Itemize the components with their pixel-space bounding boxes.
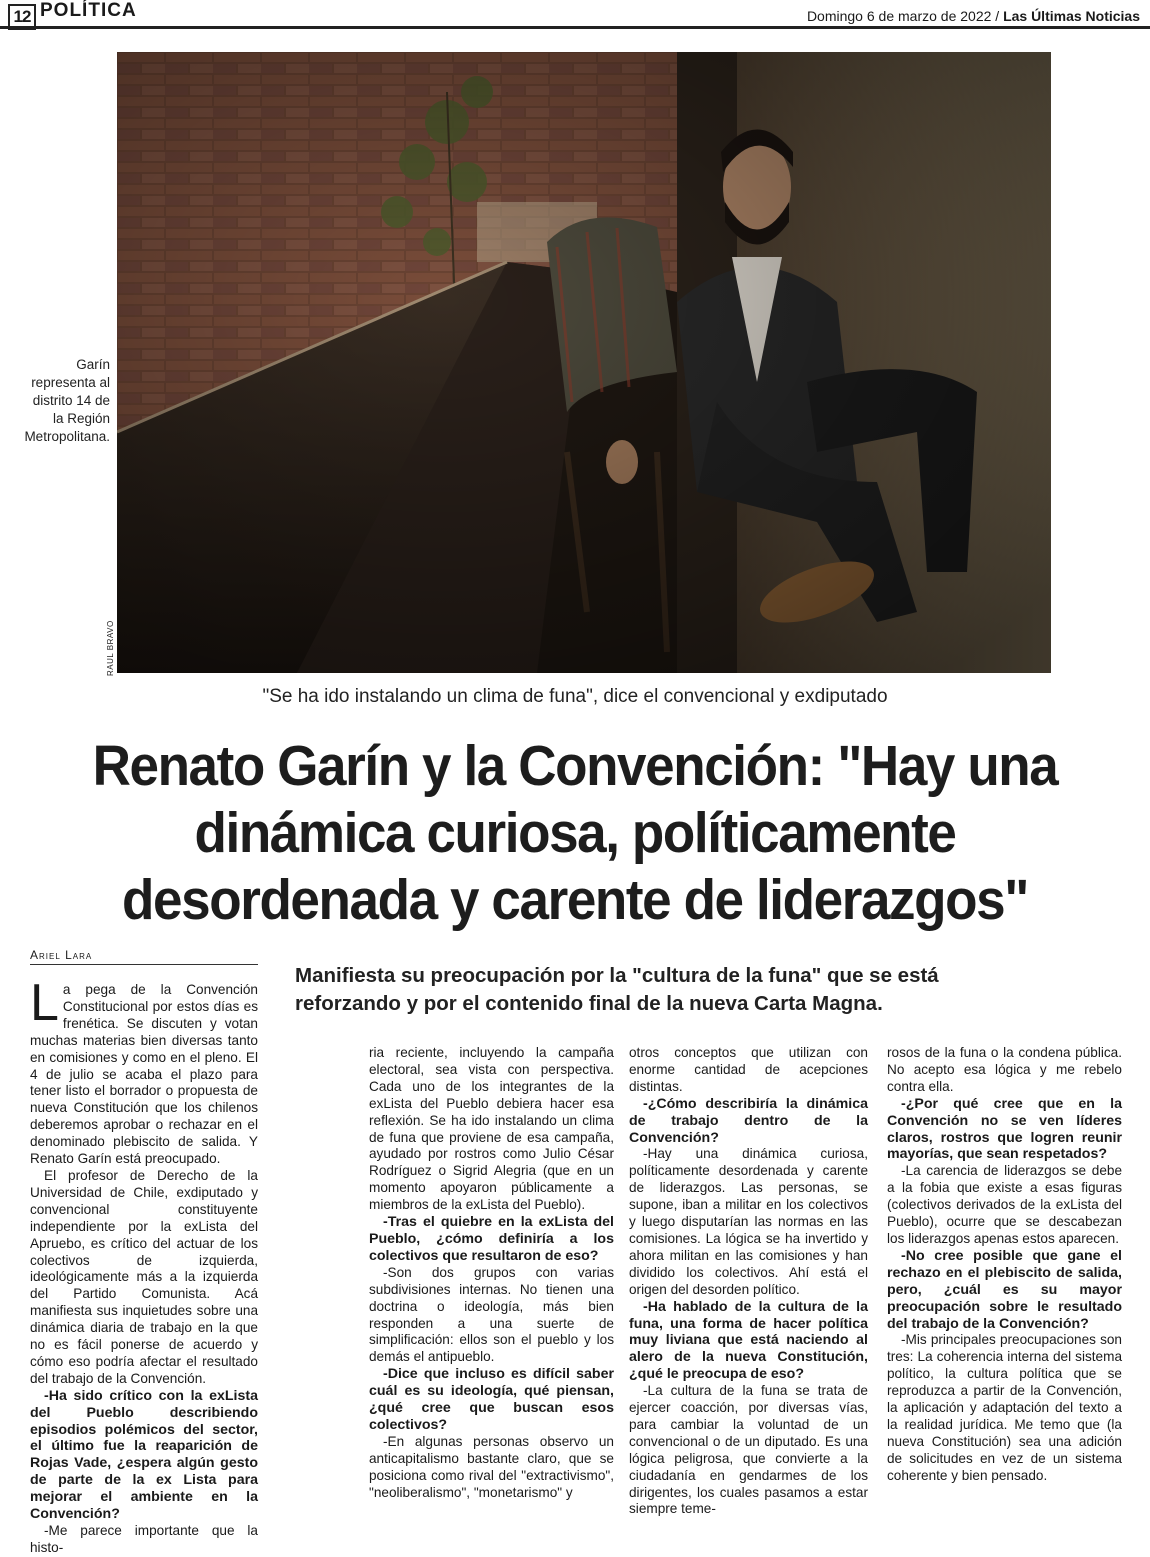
interview-question: -¿Cómo describiría la dinámica de trabajo dentro de la Convención?	[629, 1095, 868, 1146]
article-column-2	[369, 1045, 614, 1501]
interview-question: -No cree posible que gane el rechazo en el plebiscito de salida, pero, ¿cuál es su mayor preocupación sobre le resultado del trabajo de la Convención?	[887, 1247, 1122, 1332]
photo-caption: Garín representa al distrito 14 de la Región Metropolitana.	[24, 357, 110, 444]
article-column-1	[30, 974, 258, 1557]
interview-question: -Ha hablado de la cultura de la funa, una forma de hacer política muy liviana que está naciendo al alero de la nueva Constitución, ¿qué le preocupa de eso?	[629, 1298, 868, 1383]
interview-question: -Dice que incluso es difícil saber cuál es su ideología, qué piensan, ¿qué cree que buscan esos colectivos?	[369, 1366, 614, 1433]
body-paragraph: -Son dos grupos con varias subdivisiones internas. No tienen una doctrina o ideología, más bien responden a una suerte de simplificación: ellos son el pueblo y los demás el antipueblo.	[369, 1264, 614, 1365]
body-paragraph: rosos de la funa o la condena pública. No acepto esa lógica y me rebelo contra ella.	[887, 1045, 1122, 1094]
headline: Renato Garín y la Convención: "Hay una dinámica curiosa, políticamente desordenada y carente de liderazgos"	[92, 734, 1058, 932]
header-rule	[0, 26, 1150, 29]
article-column-3	[629, 1045, 868, 1518]
dateline	[807, 8, 1140, 24]
interview-question: -¿Por qué cree que en la Convención no se ven líderes claros, rostros que logren reunir mayorías, que sean respetados?	[887, 1095, 1122, 1163]
drop-cap: L	[30, 974, 59, 1032]
body-paragraph: -En algunas personas observo un anticapitalismo bastante claro, que se posiciona como rival del "extractivismo", "neoliberalismo", "monetarismo" y	[369, 1433, 614, 1500]
interview-question: -Tras el quiebre en la exLista del Pueblo, ¿cómo definiría a los colectivos que resultaron de eso?	[369, 1214, 614, 1264]
body-paragraph: otros conceptos que utilizan con enorme cantidad de acepciones distintas.	[629, 1045, 868, 1094]
body-paragraph: -Hay una dinámica curiosa, políticamente desordenada y carente de liderazgos. Las personas, se supone, iban a militar en los colectivos y luego disputarían las normas en las comisiones. La lógica se ha invertido y ahora militan en las comisiones y han dividido los colectivos. Ahí está el origen del desorden político.	[629, 1146, 868, 1297]
interview-question: -Ha sido crítico con la exLista del Pueblo describiendo episodios polémicos del sector, el último fue la reaparición de Rojas Vade, ¿espera algún gesto de parte de la ex Lista para mejorar el ambiente en la Convención?	[30, 1387, 258, 1523]
body-paragraph: a pega de la Convención Constitucional por estos días es frenética. Se discuten y votan muchas materias bien diversas tanto en comisiones y como en el pleno. El 4 de julio se acaba el plazo para tener listo el borrador o propuesta de nueva Constitución que los chilenos deberemos aprobar o rechazar en el denominado plebiscito de salida. Y Renato Garín está preocupado.	[30, 982, 258, 1167]
body-paragraph: El profesor de Derecho de la Universidad de Chile, exdiputado y convencional constituyente independiente por la exLista del Apruebo, es crítico del actuar de los colectivos de izquierda, ideológicamente más a la izquierda del Partido Comunista. Acá manifiesta sus inquietudes sobre una dinámica diaria de trabajo en la que no es fácil ponerse de acuerdo y cómo eso podría afectar el resultado del trabajo de la Convención.	[30, 1167, 258, 1386]
body-paragraph: -La carencia de liderazgos se debe a la fobia que existe a esas figuras (colectivos derivados de la exLista del Pueblo), ocurre que se descabezan los liderazgos apenas estos aparecen.	[887, 1163, 1122, 1246]
page-number: 12	[8, 4, 36, 30]
body-paragraph: -La cultura de la funa se trata de ejercer coacción, por diversas vías, para cambiar la voluntad de un convencional o de un diputado. Es una lógica peligrosa, que convierte a la ciudadanía en gendarmes de los dirigentes, los cuales pasamos a estar siempre teme-	[629, 1383, 868, 1517]
newspaper-name: Las Últimas Noticias	[1003, 8, 1140, 24]
photo-credit: RAUL BRAVO	[106, 620, 115, 676]
body-paragraph: -Me parece importante que la histo-	[30, 1523, 258, 1555]
article-column-4	[887, 1045, 1122, 1485]
date-text: Domingo 6 de marzo de 2022 /	[806, 8, 1000, 24]
body-paragraph: ria reciente, incluyendo la campaña electoral, sea vista con perspectiva. Cada uno de los integrantes de la exLista del Pueblo debiera hacer esa reflexión. Se ha ido instalando un clima de funa que proviene de esa campaña, ayudado por rostros como Julio César Rodríguez o Sigrid Alegria (que en un momento apoyaron públicamente a miembros de la exLista del Pueblo).	[369, 1045, 614, 1213]
kicker: "Se ha ido instalando un clima de funa", dice el convencional y exdiputado	[262, 686, 888, 707]
byline: Ariel Lara	[30, 948, 258, 965]
article-photo	[117, 52, 1051, 673]
photo-illustration	[117, 52, 1051, 673]
subheadline: Manifiesta su preocupación por la "cultura de la funa" que se está reforzando y por el contenido final de la nueva Carta Magna.	[295, 964, 939, 1015]
section-title: POLÍTICA	[40, 0, 137, 21]
body-paragraph: -Mis principales preocupaciones son tres: La coherencia interna del sistema político, la cultura política que se reproduzca a partir de la Convención, la aplicación y adaptación del texto a la realidad jurídica. Me temo que (la nueva Constitución) sea una adición de solicitudes en vez de un sistema coherente y bien pensado.	[887, 1332, 1122, 1483]
